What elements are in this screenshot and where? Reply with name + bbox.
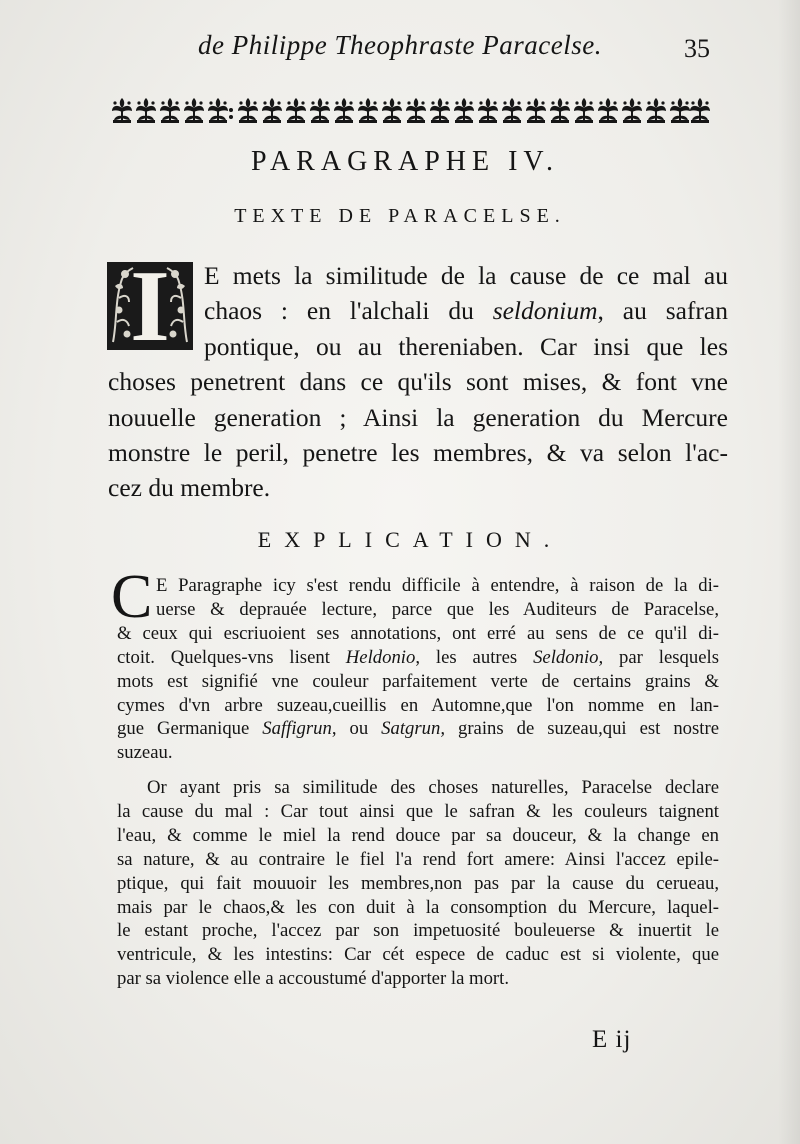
text-line: gue Germanique Saffigrun, ou Satgrun, grains de suzeau,qui est nostre [117, 718, 719, 740]
text-line: cez du membre. [108, 473, 271, 503]
text-line: l'eau, & comme le miel la rend douce par sa douceur, & la change en [117, 824, 719, 846]
text-line: cymes d'vn arbre suzeau,cueillis en Automne,que l'on nomme en lan- [117, 694, 719, 716]
signature-mark: E ij [592, 1026, 632, 1053]
fleuron-ornament-band [108, 93, 710, 125]
text-line: ventricule, & les intestins: Car cét espece de caduc est si violente, que [117, 944, 719, 966]
text-line: monstre le peril, penetre les membres, & va selon l'ac- [108, 438, 728, 468]
text-line: par sa violence elle a accoustumé d'apporter la mort. [117, 968, 509, 990]
text-line: ctoit. Quelques-vns lisent Heldonio, les autres Seldonio, par lesquels [117, 646, 719, 668]
text-line: ptique, qui fait mouuoir les membres,non pas par la cause du cerueau, [117, 872, 719, 894]
italic-term-seldonium: seldonium [492, 296, 598, 326]
text-line: Or ayant pris sa similitude des choses naturelles, Paracelse declare [147, 777, 719, 798]
text-line: chaos : en l'alchali du seldonium, au safran [204, 296, 728, 326]
drop-cap-letter: I [130, 262, 170, 350]
italic-term-saffigrun: Saffigrun [262, 718, 332, 740]
text-line: nouuelle generation ; Ainsi la generation du Mercure [108, 402, 728, 432]
explication-paragraph-2 [117, 776, 719, 991]
text-line: uerse & deprauée lecture, parce que les Auditeurs de Paracelse, [156, 598, 719, 620]
italic-term-satgrun: Satgrun, [381, 718, 446, 740]
page-edge-shadow [778, 0, 800, 1144]
text-line: suzeau. [117, 742, 173, 764]
text-line: mots est signifié vne couleur parfaitement verte de certains grains & [117, 670, 719, 692]
page-number: 35 [684, 34, 710, 63]
text-line: E Paragraphe icy s'est rendu difficile à entendre, à raison de la di- [156, 575, 719, 596]
subheading-texte: TEXTE DE PARACELSE. [234, 205, 566, 227]
running-head: de Philippe Theophraste Paracelse. [198, 30, 602, 60]
section-heading-explication: EXPLICATION. [257, 527, 563, 552]
section-heading-paragraphe: PARAGRAPHE IV. [250, 146, 560, 177]
text-line: le estant proche, l'accez par son impetuosité bouleuerse & inuertit le [117, 920, 719, 942]
text-line: E mets la similitude de la cause de ce mal au [204, 261, 728, 290]
texte-de-paracelse [108, 258, 728, 506]
italic-term-seldonio: Seldonio, [533, 646, 604, 668]
text-line: la cause du mal : Car tout ainsi que le safran & les couleurs taignent [117, 800, 719, 822]
text-line: & ceux qui escriuoient ses annotations, ont erré au sens de ce qu'il di- [117, 622, 719, 644]
explication-paragraph-1 [117, 574, 719, 765]
italic-term-heldonio: Heldonio [345, 646, 416, 668]
initial-letter-c: C [111, 563, 153, 631]
text-line: choses penetrent dans ce qu'ils sont mises, & font vne [108, 367, 728, 397]
text-line: pontique, ou au thereniaben. Car insi que les [204, 331, 728, 361]
text-line: sa nature, & au contraire le fiel l'a rend fort amere: Ainsi l'accez epile- [117, 848, 719, 870]
text-line: mais par le chaos,& les con duit à la consomption du Mercure, laquel- [117, 896, 719, 918]
